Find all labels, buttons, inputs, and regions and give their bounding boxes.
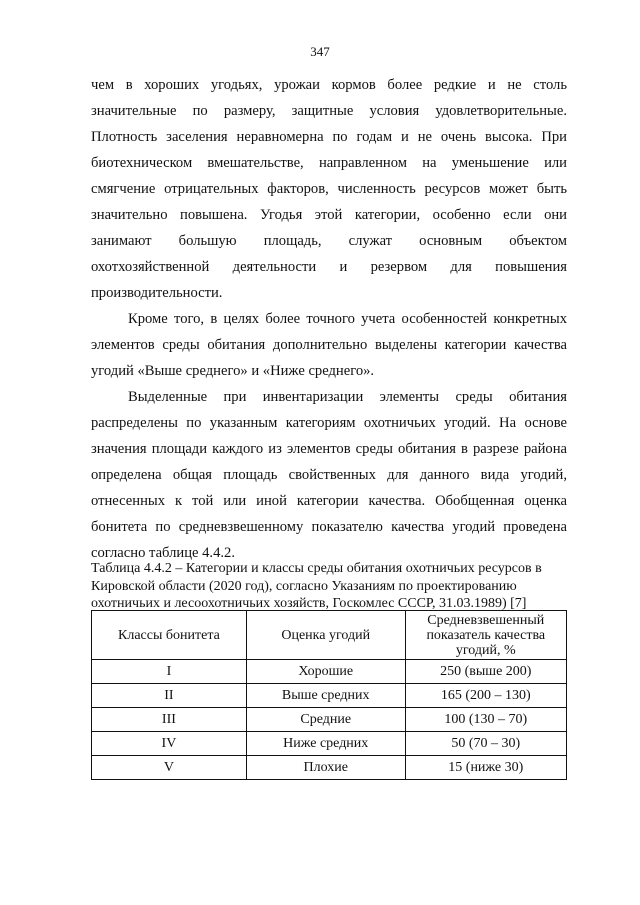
paragraph-3: Выделенные при инвентаризации элементы среды обитания распределены по указанным категориям охотничьих угодий. На основе значения площади каждого из элементов среды обитания в разрезе района определена общая площадь свойственных для данного вида угодий, отнесенных к той или иной категории качества. Обобщенная оценка бонитета по средневзвешенному показателю качества угодий проведена согласно таблице 4.4.2. [91, 389, 567, 561]
table-row [92, 708, 567, 732]
table-row [92, 732, 567, 756]
cell-class: I [92, 660, 247, 684]
cell-assessment: Ниже средних [246, 732, 405, 756]
table-caption: Таблица 4.4.2 – Категории и классы среды обитания охотничьих ресурсов в Кировской области (2020 год), согласно Указаниям по проектированию охотничьих и лесоохотничьих хозяйств, Госкомлес СССР, 31.03.1989) [7] [91, 561, 542, 611]
table-header-row [92, 611, 567, 660]
cell-assessment: Хорошие [246, 660, 405, 684]
cell-quality-index: 250 (выше 200) [405, 660, 566, 684]
cell-assessment: Выше средних [246, 684, 405, 708]
header-assessment: Оценка угодий [246, 611, 405, 660]
body-text [91, 72, 567, 566]
cell-class: IV [92, 732, 247, 756]
cell-assessment: Средние [246, 708, 405, 732]
cell-quality-index: 50 (70 – 30) [405, 732, 566, 756]
bonitet-table [91, 610, 567, 780]
table-row [92, 660, 567, 684]
paragraph-2: Кроме того, в целях более точного учета особенностей конкретных элементов среды обитания дополнительно выделены категории качества угодий «Выше среднего» и «Ниже среднего». [91, 311, 567, 379]
cell-quality-index: 165 (200 – 130) [405, 684, 566, 708]
cell-class: II [92, 684, 247, 708]
cell-assessment: Плохие [246, 756, 405, 780]
cell-class: V [92, 756, 247, 780]
header-class: Классы бонитета [92, 611, 247, 660]
header-quality-index: Средневзвешенный показатель качества угодий, % [405, 611, 566, 660]
paragraph-1: чем в хороших угодьях, урожаи кормов более редкие и не столь значительные по размеру, защитные условия удовлетворительные. Плотность заселения неравномерна по годам и не очень высока. При биотехническом вмешательстве, направленном на уменьшение или смягчение отрицательных факторов, численность ресурсов может быть значительно повышена. Угодья этой категории, особенно если они занимают большую площадь, служат основным объектом охотхозяйственной деятельности и резервом для повышения производительности. [91, 77, 567, 301]
table-row [92, 756, 567, 780]
table-row [92, 684, 567, 708]
cell-quality-index: 100 (130 – 70) [405, 708, 566, 732]
page-number: 347 [310, 44, 330, 59]
cell-class: III [92, 708, 247, 732]
cell-quality-index: 15 (ниже 30) [405, 756, 566, 780]
